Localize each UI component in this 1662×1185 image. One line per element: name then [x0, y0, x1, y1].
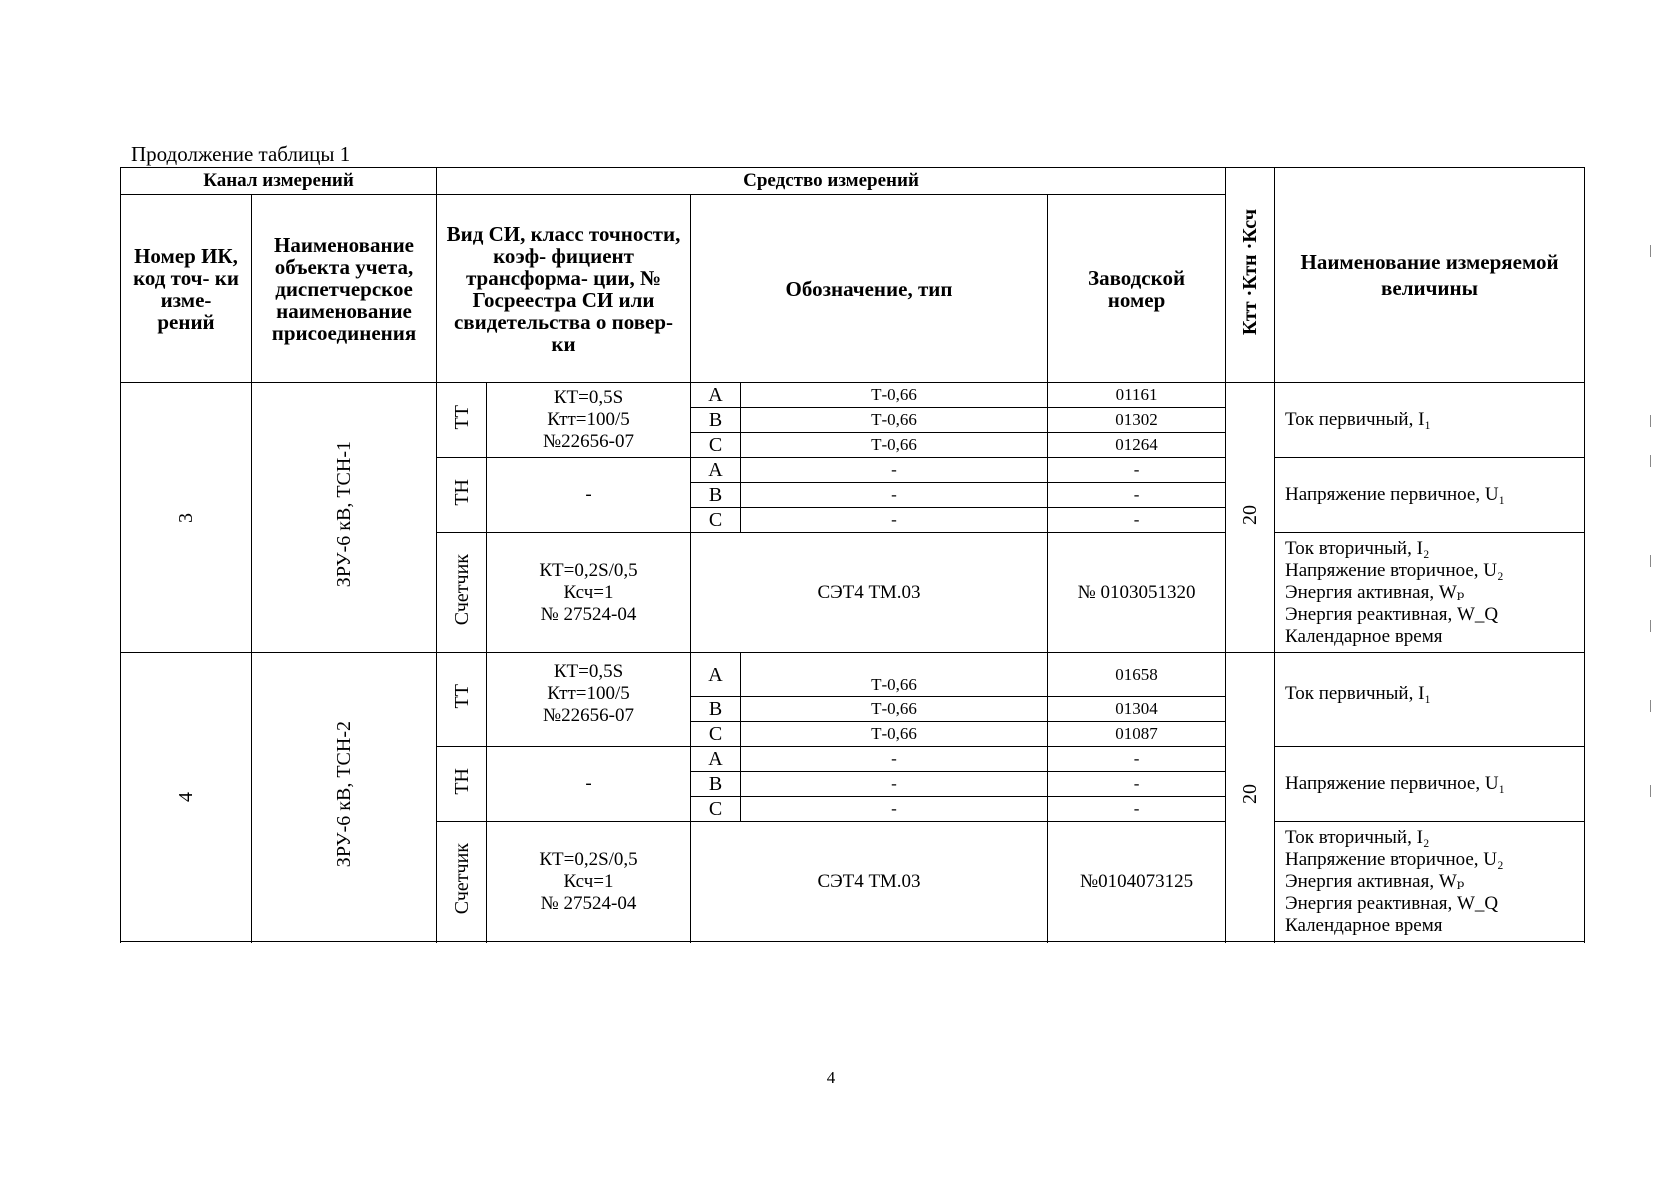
tt-serial: 01302: [1048, 408, 1226, 433]
tn-type: -: [741, 508, 1048, 533]
object-name: ЗРУ-6 кВ, ТСН-1: [333, 441, 355, 588]
phase-label: C: [691, 797, 741, 822]
coefficient-cell: [1226, 383, 1275, 653]
tt-type: Т-0,66: [741, 433, 1048, 458]
tt-serial: 01658: [1048, 653, 1226, 697]
table-caption: Продолжение таблицы 1: [131, 142, 351, 166]
tn-serial: -: [1048, 458, 1226, 483]
measurement-channels-table: [120, 167, 1585, 942]
tt-accuracy: КТ=0,5S: [553, 661, 624, 682]
quantity-tt: Ток первичный, I₁: [1275, 383, 1585, 458]
scan-artifact: [1650, 700, 1651, 712]
coefficient-cell: [1226, 653, 1275, 942]
tt-serial: 01087: [1048, 722, 1226, 747]
object-name-cell: [252, 383, 437, 653]
meter-coefficient: Ксч=1: [563, 581, 614, 603]
meter-registry: № 27524-04: [540, 892, 637, 914]
object-name-cell: [252, 653, 437, 942]
tt-label-cell: [437, 383, 487, 458]
quantity-meter-list: [1275, 533, 1585, 653]
meter-serial: №0104073125: [1048, 822, 1226, 942]
tn-serial: -: [1048, 772, 1226, 797]
quantity-item: Ток вторичный, I₂: [1285, 537, 1430, 559]
meter-registry: № 27524-04: [540, 603, 637, 625]
meter-spec: [487, 822, 691, 942]
tn-type: -: [741, 747, 1048, 772]
scan-artifact: [1650, 455, 1651, 467]
tn-serial: -: [1048, 747, 1226, 772]
object-name: ЗРУ-6 кВ, ТСН-2: [333, 720, 355, 868]
tt-type: Т-0,66: [741, 653, 1048, 697]
tt-serial: 01161: [1048, 383, 1226, 408]
header-type: Вид СИ, класс точности, коэф- фициент трансформа- ции, № Госреестра СИ или свидетельства о повер- ки: [437, 195, 691, 383]
header-serial: Заводской номер: [1048, 195, 1226, 383]
quantity-item: Напряжение вторичное, U₂: [1285, 559, 1504, 581]
scan-artifact: [1650, 555, 1651, 567]
tt-accuracy: КТ=0,5S: [553, 387, 624, 408]
tt-label-cell: [437, 653, 487, 747]
tt-serial: 01264: [1048, 433, 1226, 458]
tn-type: -: [741, 797, 1048, 822]
tt-registry: №22656-07: [543, 705, 634, 726]
phase-label: C: [691, 508, 741, 533]
tn-spec: -: [487, 458, 691, 533]
tn-label: ТН: [450, 767, 473, 795]
meter-type: СЭТ4 ТМ.03: [691, 533, 1048, 653]
meter-label: Счетчик: [450, 842, 473, 915]
quantity-item: Энергия реактивная, W_Q: [1285, 892, 1499, 914]
meter-type: СЭТ4 ТМ.03: [691, 822, 1048, 942]
header-designation: Обозначение, тип: [691, 195, 1048, 383]
tt-label: ТТ: [450, 684, 473, 709]
header-coefficient: [1226, 168, 1275, 383]
phase-label: B: [691, 772, 741, 797]
quantity-item: Энергия активная, Wₚ: [1285, 581, 1465, 603]
channel-number-cell: [121, 653, 252, 942]
quantity-item: Энергия активная, Wₚ: [1285, 870, 1465, 892]
quantity-item: Энергия реактивная, W_Q: [1285, 603, 1499, 625]
coefficient-value: 20: [1239, 784, 1262, 804]
channel-number: 4: [175, 792, 197, 802]
quantity-meter-list: [1275, 822, 1585, 942]
quantity-item: Ток вторичный, I₂: [1285, 826, 1430, 848]
tt-serial: 01304: [1048, 697, 1226, 722]
meter-accuracy: КТ=0,2S/0,5: [539, 848, 638, 870]
scan-artifact: [1650, 620, 1651, 632]
quantity-item: Календарное время: [1285, 914, 1443, 936]
phase-label: A: [691, 383, 741, 408]
scan-artifact: [1650, 415, 1651, 427]
tt-type: Т-0,66: [741, 408, 1048, 433]
channel-number: 3: [175, 512, 197, 523]
header-number: Номер ИК, код точ- ки изме- рений: [121, 195, 252, 383]
scan-artifact: [1650, 245, 1651, 257]
phase-label: A: [691, 458, 741, 483]
tt-label: ТТ: [450, 404, 473, 430]
coefficient-label: Ктт ·Ктн ·Ксч: [1239, 208, 1262, 336]
phase-label: B: [691, 408, 741, 433]
quantity-tn: Напряжение первичное, U₁: [1275, 747, 1585, 822]
phase-label: B: [691, 697, 741, 722]
tn-label-cell: [437, 747, 487, 822]
quantity-tn: Напряжение первичное, U₁: [1275, 458, 1585, 533]
tn-label-cell: [437, 458, 487, 533]
tn-type: -: [741, 483, 1048, 508]
tn-type: -: [741, 772, 1048, 797]
quantity-item: Напряжение вторичное, U₂: [1285, 848, 1504, 870]
meter-label: Счетчик: [450, 553, 473, 626]
phase-label: C: [691, 722, 741, 747]
header-object: Наименование объекта учета, диспетчерское наименование присоединения: [252, 195, 437, 383]
channel-number-cell: [121, 383, 252, 653]
meter-spec: [487, 533, 691, 653]
page-number: 4: [826, 1068, 836, 1087]
tn-spec: -: [487, 747, 691, 822]
tt-spec: [487, 383, 691, 458]
header-channel-group: Канал измерений: [121, 168, 437, 195]
meter-label-cell: [437, 822, 487, 942]
tt-ratio: Ктт=100/5: [547, 683, 630, 704]
tn-label: ТН: [450, 478, 473, 506]
tt-spec: [487, 653, 691, 747]
scan-artifact: [1650, 785, 1651, 797]
quantity-item: Календарное время: [1285, 625, 1443, 647]
phase-label: B: [691, 483, 741, 508]
tn-serial: -: [1048, 797, 1226, 822]
tn-type: -: [741, 458, 1048, 483]
meter-label-cell: [437, 533, 487, 653]
header-instrument-group: Средство измерений: [437, 168, 1226, 195]
meter-serial: № 0103051320: [1048, 533, 1226, 653]
meter-coefficient: Ксч=1: [563, 870, 614, 892]
phase-label: C: [691, 433, 741, 458]
header-quantity: Наименование измеряемой величины: [1275, 168, 1585, 383]
tt-type: Т-0,66: [741, 697, 1048, 722]
phase-label: A: [691, 747, 741, 772]
tt-registry: №22656-07: [543, 431, 634, 452]
quantity-tt: Ток первичный, I₁: [1275, 653, 1585, 747]
tn-serial: -: [1048, 508, 1226, 533]
tt-ratio: Ктт=100/5: [547, 409, 630, 430]
meter-accuracy: КТ=0,2S/0,5: [539, 559, 638, 581]
tt-type: Т-0,66: [741, 383, 1048, 408]
tt-type: Т-0,66: [741, 722, 1048, 747]
tn-serial: -: [1048, 483, 1226, 508]
phase-label: A: [691, 653, 741, 697]
coefficient-value: 20: [1239, 504, 1262, 525]
